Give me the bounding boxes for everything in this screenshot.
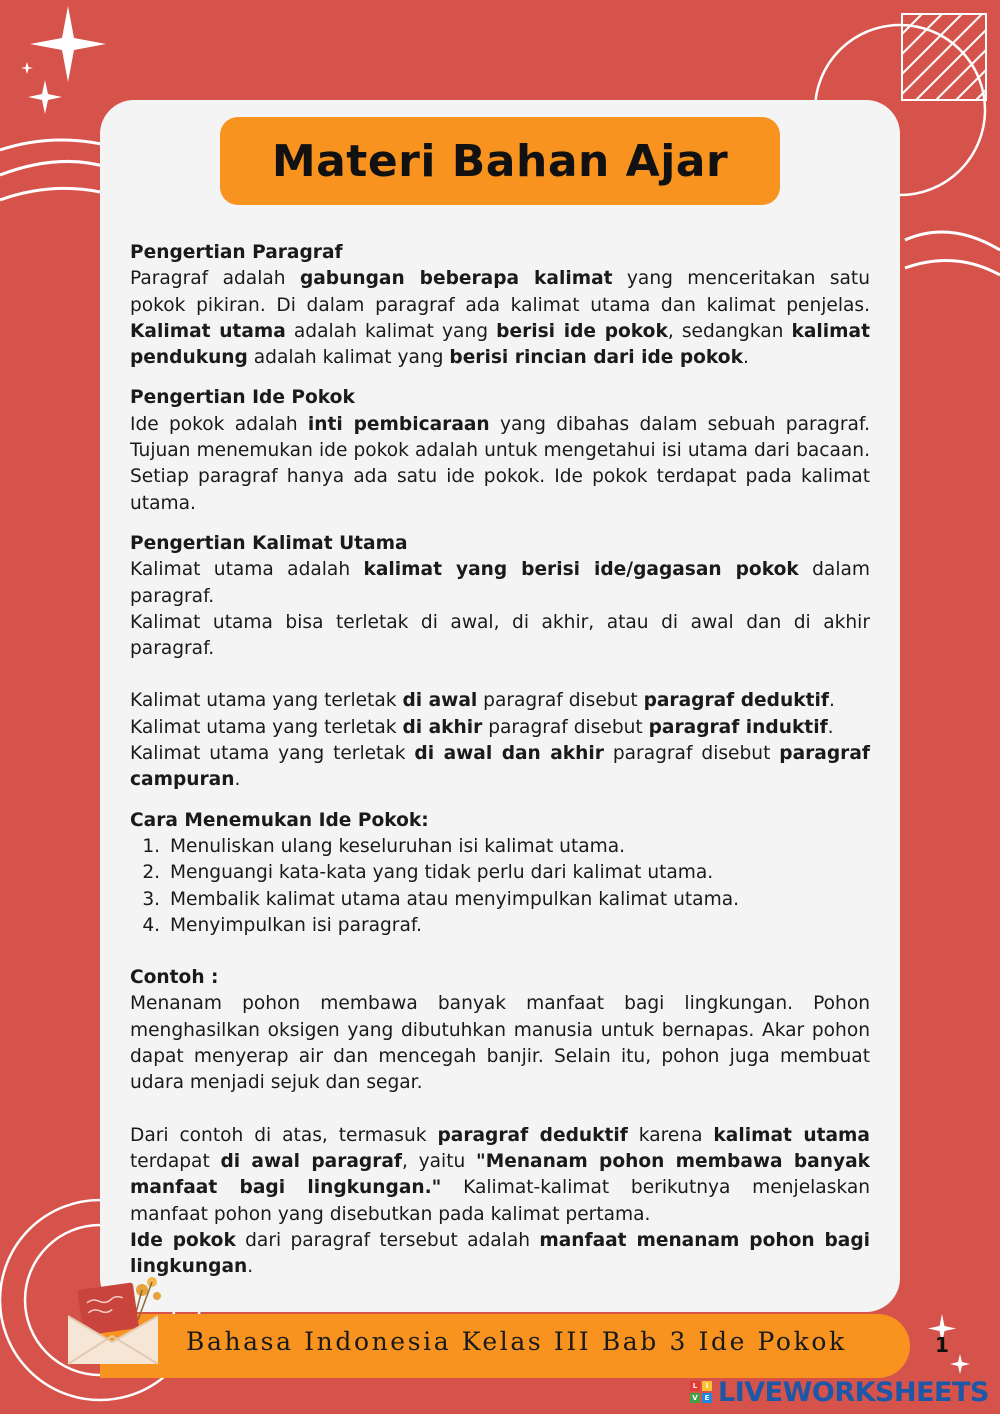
list-item: 3. Membalik kalimat utama atau menyimpulkan kalimat utama. (166, 887, 870, 913)
paragraph: Paragraf adalah gabungan beberapa kalimat yang menceritakan satu pokok pikiran. Di dalam paragraf ada kalimat utama dan kalimat penjelas. Kalimat utama adalah kalimat yang berisi ide pokok, sedangkan kalimat pendukung adalah kalimat yang berisi rincian dari ide pokok. (130, 268, 870, 369)
watermark-text: LIVEWORKSHEETS (718, 1376, 989, 1408)
paragraph: Kalimat utama yang terletak di awal dan akhir paragraf disebut paragraf campuran. (130, 743, 870, 791)
badge-letter: V (690, 1393, 700, 1403)
paragraph: Kalimat utama yang terletak di awal paragraf disebut paragraf deduktif. (130, 690, 835, 712)
sparkle-icon (28, 80, 62, 114)
badge-letter: L (690, 1381, 700, 1391)
paragraph: Ide pokok dari paragraf tersebut adalah manfaat menanam pohon bagi lingkungan. (130, 1229, 871, 1278)
paragraph: Dari contoh di atas, termasuk paragraf deduktif karena kalimat utama terdapat di awal paragraf, yaitu "Menanam pohon membawa banyak manfaat bagi lingkungan." Kalimat-kalimat berikutnya menjelaskan manfaat pohon yang disebutkan pada kalimat pertama. (130, 1124, 870, 1225)
letter-envelope-icon (62, 1268, 172, 1368)
sparkle-icon (30, 6, 106, 82)
liveworksheets-badge-icon (690, 1381, 712, 1403)
list-item: 2. Menguangi kata-kata yang tidak perlu dari kalimat utama. (166, 860, 870, 886)
example-paragraph: Menanam pohon membawa banyak manfaat bagi lingkungan. Pohon menghasilkan oksigen yang dibutuhkan manusia untuk bernapas. Akar pohon dapat menyerap air dan mencegah banjir. Selain itu, pohon juga membuat udara menjadi sejuk dan segar. (130, 993, 870, 1094)
paragraph: Kalimat utama yang terletak di akhir paragraf disebut paragraf induktif. (130, 716, 834, 738)
list-item: 4. Menyimpulkan isi paragraf. (166, 913, 870, 939)
paragraph: Kalimat utama bisa terletak di awal, di akhir, atau di awal dan di akhir paragraf. (130, 611, 870, 660)
steps-list (130, 834, 870, 939)
title-banner (220, 117, 780, 205)
page-number: 1 (935, 1333, 949, 1357)
liveworksheets-watermark (690, 1374, 995, 1410)
section-heading: Pengertian Kalimat Utama (130, 532, 408, 554)
sparkle-icon (21, 62, 33, 74)
page-title: Materi Bahan Ajar (271, 135, 729, 187)
badge-letter: E (702, 1393, 712, 1403)
section-heading: Pengertian Ide Pokok (130, 387, 355, 409)
badge-letter: I (702, 1381, 712, 1391)
paragraph: Kalimat utama adalah kalimat yang berisi ide/gagasan pokok dalam paragraf. (130, 559, 870, 607)
list-item: 1. Menuliskan ulang keseluruhan isi kalimat utama. (166, 834, 870, 860)
section-heading: Cara Menemukan Ide Pokok: (130, 809, 429, 831)
section-heading: Pengertian Paragraf (130, 242, 343, 263)
paragraph: Ide pokok adalah inti pembicaraan yang dibahas dalam sebuah paragraf. Tujuan menemukan ide pokok adalah untuk mengetahui isi utama dari bacaan. Setiap paragraf hanya ada satu ide pokok. Ide pokok terdapat pada kalimat utama. (130, 413, 870, 514)
content-body (130, 240, 870, 1280)
footer-title: Bahasa Indonesia Kelas III Bab 3 Ide Pokok (186, 1327, 847, 1356)
section-heading: Contoh : (130, 967, 219, 989)
